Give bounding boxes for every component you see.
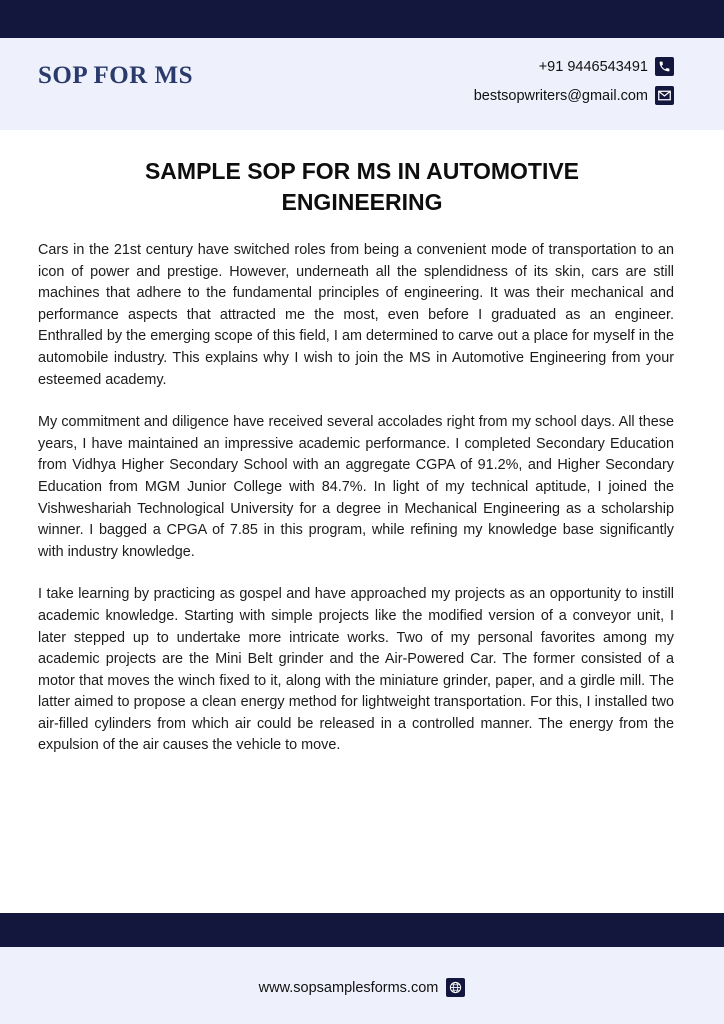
footer-website: [0, 978, 724, 997]
page-title: [0, 156, 724, 218]
bottom-bar: [0, 913, 724, 947]
header: [0, 38, 724, 130]
paragraph-1: Cars in the 21st century have switched roles from being a convenient mode of transportation to an icon of power and prestige. However, underneath all the splendidness of its skin, cars are still machines that adhere to the fundamental principles of engineering. It was their mechanical and performance aspects that attracted me the most, even before I graduated as an engineer. Enthralled by the emerging scope of this field, I am determined to carve out a place for myself in the automobile industry. This explains why I wish to join the MS in Automotive Engineering from your esteemed academy.: [38, 242, 674, 388]
phone-contact: [539, 57, 674, 76]
mail-icon: [655, 86, 674, 105]
brand-logo: SOP FOR MS: [38, 62, 194, 89]
phone-icon: [655, 57, 674, 76]
paragraph-2: My commitment and diligence have received several accolades right from my school days. All these years, I have maintained an impressive academic performance. I completed Secondary Education from Vidhya Higher Secondary School with an aggregate CGPA of 91.2%, and Higher Secondary Education from MGM Junior College with 84.7%. In light of my technical aptitude, I joined the Vishweshariah Technological University for a degree in Mechanical Engineering as a scholarship winner. I bagged a CPGA of 7.85 in this program, while refining my knowledge base significantly with industry knowledge.: [38, 414, 674, 560]
phone-number[interactable]: +91 9446543491: [538, 58, 648, 75]
title-line-1: SAMPLE SOP FOR MS IN AUTOMOTIVE: [144, 158, 580, 184]
website-link[interactable]: www.sopsamplesforms.com: [258, 979, 439, 996]
globe-icon: [446, 978, 465, 997]
paragraph-3: I take learning by practicing as gospel and have approached my projects as an opportunity to instill academic knowledge. Starting with simple projects like the modified version of a conveyor unit, I later stepped up to undertake more intricate works. Two of my personal favorites among my academic projects are the Mini Belt grinder and the Air-Powered Car. The former consisted of a motor that moves the winch fixed to it, along with the miniature grinder, paper, and a girdle mill. The latter aimed to propose a clean energy method for lightweight transportation. For this, I installed two air-filled cylinders from which air could be released in a controlled manner. The energy from the expulsion of the air causes the vehicle to move.: [38, 586, 674, 754]
email-contact: [474, 86, 674, 105]
footer: [0, 947, 724, 1024]
email-address[interactable]: bestsopwriters@gmail.com: [473, 87, 648, 104]
title-line-2: ENGINEERING: [281, 189, 443, 215]
sop-body: [38, 240, 674, 778]
top-bar: [0, 0, 724, 38]
